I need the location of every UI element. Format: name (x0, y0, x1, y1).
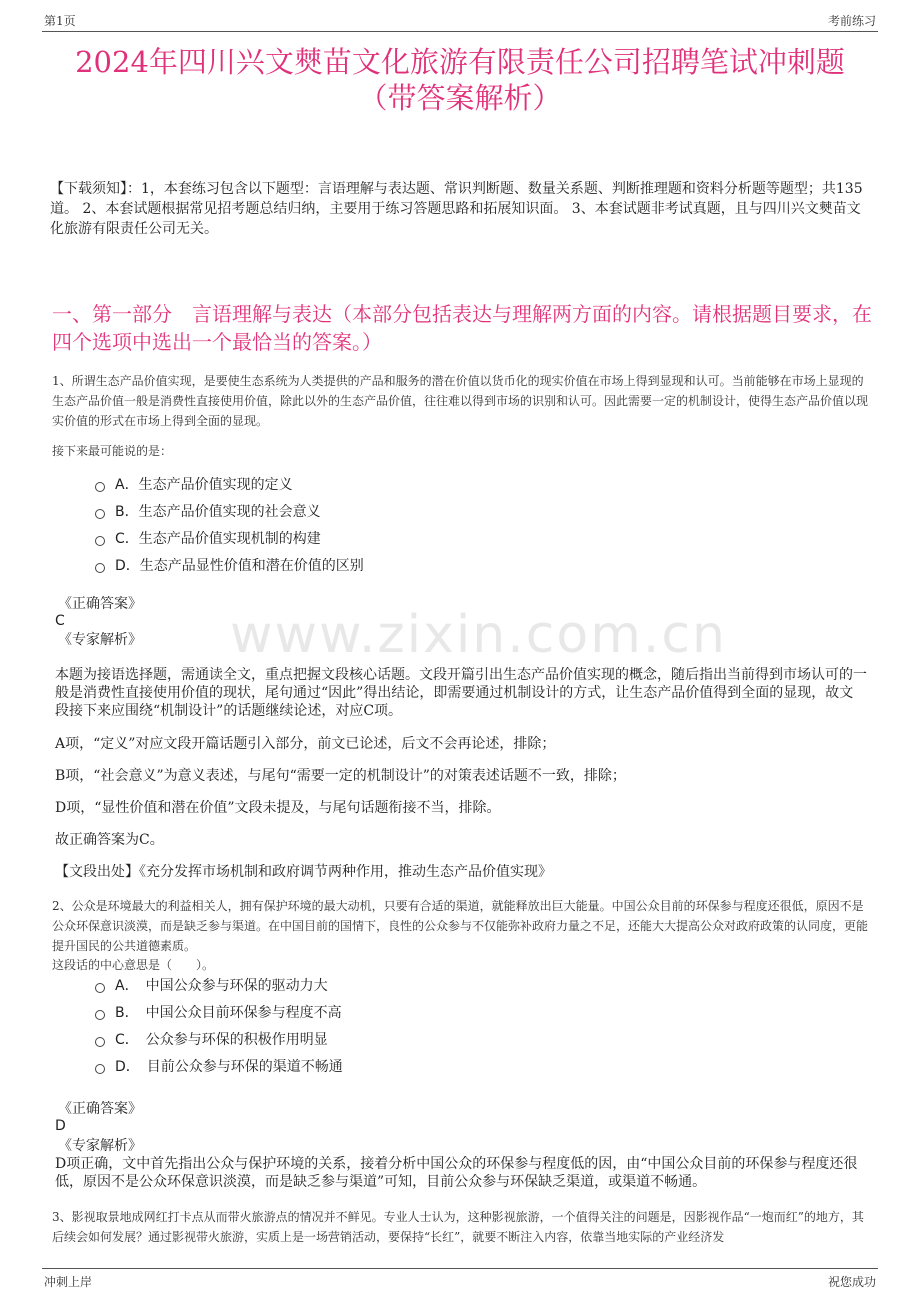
question-2-option-a[interactable]: A． 中国公众参与环保的驱动力大 (95, 977, 328, 995)
question-1-prompt: 接下来最可能说的是： (52, 444, 173, 458)
question-1-option-c[interactable]: C．生态产品价值实现机制的构建 (95, 530, 321, 548)
watermark: www.zixin.com.cn (230, 605, 727, 665)
radio-icon[interactable] (95, 482, 105, 492)
radio-icon[interactable] (95, 1037, 105, 1047)
document-title-line1: 2024年四川兴文僰苗文化旅游有限责任公司招聘笔试冲刺题 (75, 45, 845, 79)
question-1-answer: C (55, 613, 65, 629)
question-1-source: 【文段出处】《充分发挥市场机制和政府调节两种作用，推动生态产品价值实现》 (55, 864, 552, 880)
question-1-stem: 1、所谓生态产品价值实现，是要使生态系统为人类提供的产品和服务的潜在价值以货币化的现实价值在市场上得到显现和认可。当前能够在市场上显现的生态产品价值一般是消费性直接使用价值，除此以外的生态产品价值，往往难以得到市场的识别和认可。因此需要一定的机制设计，使得生态产品价值以现实价值的形式在市场上得到全面的显现。 (52, 374, 869, 428)
header-rule (42, 31, 878, 32)
question-1-analysis-label: 《专家解析》 (58, 632, 142, 648)
question-1-option-b[interactable]: B．生态产品价值实现的社会意义 (95, 503, 321, 521)
radio-icon[interactable] (95, 1010, 105, 1020)
question-3-stem: 3、影视取景地成网红打卡点从而带火旅游点的情况并不鲜见。专业人士认为，这种影视旅游，一个值得关注的问题是，因影视作品“一炮而红”的地方，其后续会如何发展？通过影视带火旅游，实质上是一场营销活动，要保持“长红”，就要不断注入内容，依靠当地实际的产业经济发 (52, 1210, 864, 1244)
question-2-option-b[interactable]: B． 中国公众目前环保参与程度不高 (95, 1004, 342, 1022)
question-1-answer-label: 《正确答案》 (58, 596, 142, 612)
question-2-analysis-main: D项正确，文中首先指出公众与保护环境的关系，接着分析中国公众的环保参与程度低的因，由“中国公众目前的环保参与程度还很低，原因不是公众环保意识淡漠，而是缺乏参与渠道”可知，目前公众参与环保缺乏渠道，或渠道不畅通。 (55, 1156, 858, 1190)
question-1-option-d[interactable]: D．生态产品显性价值和潜在价值的区别 (95, 557, 364, 575)
footer-right-label: 祝您成功 (827, 1275, 876, 1289)
page-number-label: 第1页 (44, 14, 76, 28)
question-2-analysis-label: 《专家解析》 (58, 1138, 142, 1154)
footer-rule (42, 1268, 878, 1269)
question-2-option-c[interactable]: C． 公众参与环保的积极作用明显 (95, 1031, 328, 1049)
question-1-analysis-b: B项，“社会意义”为意义表述，与尾句“需要一定的机制设计”的对策表述话题不一致，排除； (55, 768, 626, 784)
question-1-conclusion: 故正确答案为C。 (55, 832, 164, 848)
header-right-label: 考前练习 (827, 14, 876, 28)
question-2-option-d[interactable]: D． 目前公众参与环保的渠道不畅通 (95, 1058, 343, 1076)
radio-icon[interactable] (95, 536, 105, 546)
question-2-answer-label: 《正确答案》 (58, 1101, 142, 1117)
question-1-analysis-d: D项，“显性价值和潜在价值”文段未提及，与尾句话题衔接不当，排除。 (55, 800, 501, 816)
question-2-answer: D (55, 1118, 66, 1134)
footer-left-label: 冲刺上岸 (44, 1275, 93, 1289)
question-2-stem: 2、公众是环境最大的利益相关人，拥有保护环境的最大动机，只要有合适的渠道，就能释放出巨大能量。中国公众目前的环保参与程度还很低，原因不是公众环保意识淡漠，而是缺乏参与渠道。在中国目前的国情下，良性的公众参与不仅能弥补政府力量之不足，还能大大提高公众对政府政策的认同度，更能提升国民的公共道德素质。 (52, 899, 869, 953)
question-1-option-a[interactable]: A．生态产品价值实现的定义 (95, 476, 293, 494)
section-heading: 一、第一部分 言语理解与表达（本部分包括表达与理解两方面的内容。请根据题目要求，在四个选项中选出一个最恰当的答案。） (52, 302, 872, 354)
radio-icon[interactable] (95, 563, 105, 573)
radio-icon[interactable] (95, 983, 105, 993)
radio-icon[interactable] (95, 509, 105, 519)
question-2-prompt: 这段话的中心意思是（ ）。 (52, 958, 215, 972)
download-notice: 【下载须知】：1，本套练习包含以下题型：言语理解与表达题、常识判断题、数量关系题、判断推理题和资料分析题等题型；共135道。 2、本套试题根据常见招考题总结归纳，主要用于练习答题思路和拓展知识面。 3、本套试题非考试真题，且与四川兴文僰苗文化旅游有限责任公司无关。 (50, 181, 863, 237)
document-title-line2: （带答案解析） (358, 81, 562, 115)
question-1-analysis-main: 本题为接语选择题，需通读全文，重点把握文段核心话题。文段开篇引出生态产品价值实现的概念，随后指出当前得到市场认可的一般是消费性直接使用价值的现状，尾句通过“因此”得出结论，即需要通过机制设计的方式，让生态产品价值得到全面的显现，故文段接下来应围绕“机制设计”的话题继续论述，对应C项。 (55, 667, 867, 719)
radio-icon[interactable] (95, 1064, 105, 1074)
question-1-analysis-a: A项，“定义”对应文段开篇话题引入部分，前文已论述，后文不会再论述，排除； (55, 736, 556, 752)
